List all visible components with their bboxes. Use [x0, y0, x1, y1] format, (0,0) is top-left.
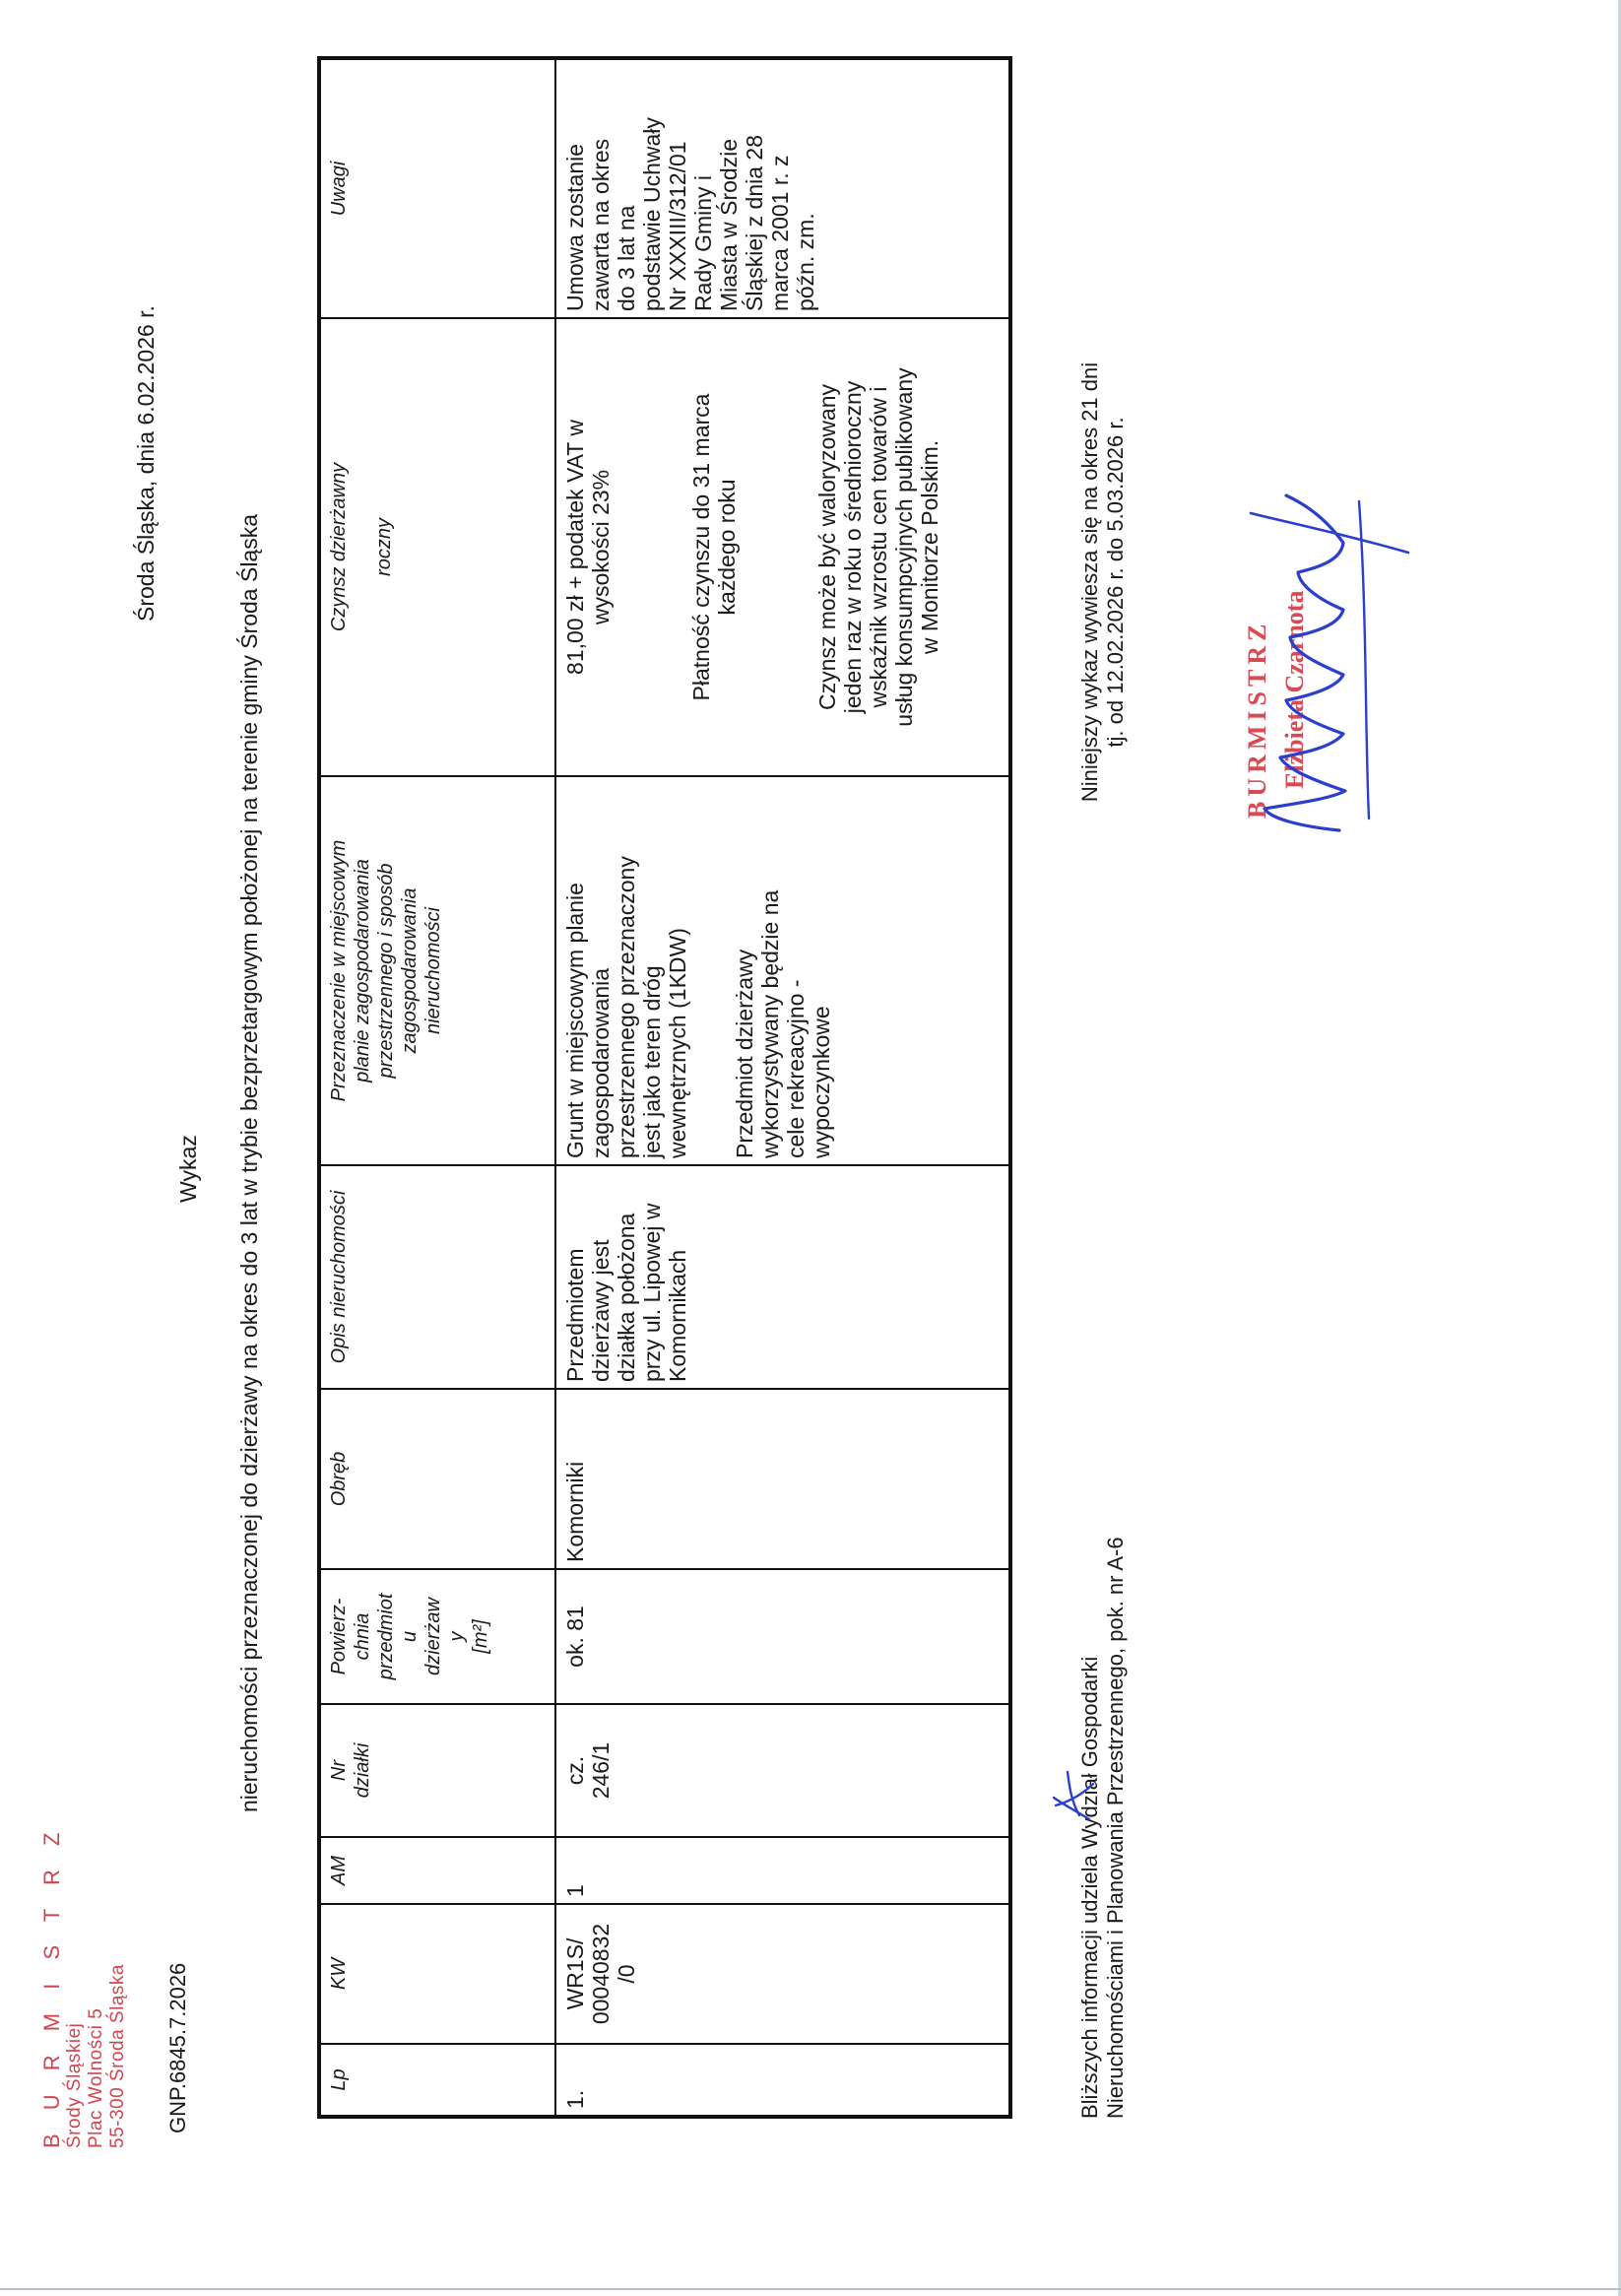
stamp-line-3: Plac Wolności 5 — [86, 2007, 107, 2148]
posting-notice-line-1: Niniejszy wykaz wywiesza się na okres 21 dni — [1077, 361, 1102, 803]
posting-notice — [1077, 277, 1130, 887]
header-uwagi: Uwagi — [319, 58, 555, 318]
date-line: Środa Śląska, dnia 6.02.2026 r. — [133, 305, 159, 622]
property-table — [317, 56, 1012, 2119]
handwritten-signature-icon — [1221, 474, 1428, 848]
cell-opis: Przedmiotem dzierżawy jest działka położona przy ul. Lipowej w Komornikach — [555, 1165, 1010, 1389]
table-header-row — [319, 58, 555, 2117]
cell-lp: 1. — [555, 2044, 1010, 2117]
header-nr-dzialki: Nr działki — [319, 1704, 555, 1837]
cell-przeznaczenie: Grunt w miejscowym planie zagospodarowania przestrzennego przeznaczony jest jako teren dróg wewnętrznych (1KDW) Przedmiot dzierżawy wykorzystywany będzie na cele rekreacyjno - wypoczynkowe — [555, 776, 1010, 1165]
cell-nr-dzialki: cz. 246/1 — [555, 1704, 1010, 1837]
header-czynsz: Czynsz dzierżawny roczny — [319, 318, 555, 776]
cell-uwagi: Umowa zostanie zawarta na okres do 3 lat na podstawie Uchwały Nr XXXIII/312/01 Rady Gminy i Miasta w Środzie Śląskiej z dnia 28 marca 2001 r. z późn. zm. — [555, 58, 1010, 318]
document-title: Wykaz — [175, 1135, 201, 1203]
posting-notice-line-2: tj. od 12.02.2026 r. do 5.03.2026 r. — [1103, 417, 1129, 748]
cell-powierzchnia: ok. 81 — [555, 1569, 1010, 1704]
stamp-line-4: 55-300 Środa Śląska — [106, 1964, 128, 2148]
contact-info-line-1: Bliższych informacji udziela Wydział Gospodarki — [1077, 1656, 1102, 2119]
signature-stamp-title: BURMISTRZ — [1243, 619, 1271, 819]
header-opis: Opis nieruchomości — [319, 1165, 555, 1389]
header-lp: Lp — [319, 2044, 555, 2117]
initials-mark-icon — [1050, 1768, 1097, 1823]
reference-number: GNP.6845.7.2026 — [165, 1962, 190, 2133]
header-obreb: Obręb — [319, 1389, 555, 1569]
header-am: AM — [319, 1837, 555, 1904]
signature-stamp-name: Elżbieta Czarnota — [1280, 590, 1309, 789]
cell-czynsz: 81,00 zł + podatek VAT w wysokości 23% Płatność czynszu do 31 marca każdego roku Czynsz może być waloryzowany jeden raz w roku o średnioroczny wskaźnik wzrostu cen towarów i usług konsumpcyjnych publikowany w Monitorze Polskim. — [555, 318, 1010, 776]
cell-kw: WR1S/ 00040832 /0 — [555, 1904, 1010, 2044]
document-subtitle: nieruchomości przeznaczonej do dzierżawy na okres do 3 lat w trybie bezprzetargowym położonej na terenie gminy Środa Śląska — [236, 513, 262, 1813]
header-powierzchnia: Powierz- chnia przedmiot u dzierżaw y [m²] — [319, 1569, 555, 1704]
mayor-stamp — [39, 1824, 129, 2148]
contact-info-line-2: Nieruchomościami i Planowania Przestrzennego, pok. nr A-6 — [1103, 1537, 1129, 2119]
contact-info — [1077, 1537, 1130, 2119]
table-row — [555, 58, 1010, 2117]
header-przeznaczenie: Przeznaczenie w miejscowym planie zagospodarowania przestrzennego i sposób zagospodarowania nieruchomości — [319, 776, 555, 1165]
stamp-line-2: Środy Śląskiej — [64, 2022, 86, 2148]
header-kw: KW — [319, 1904, 555, 2044]
cell-am: 1 — [555, 1837, 1010, 1904]
stamp-line-1: B U R M I S T R Z — [39, 1823, 64, 2148]
cell-obreb: Komorniki — [555, 1389, 1010, 1569]
